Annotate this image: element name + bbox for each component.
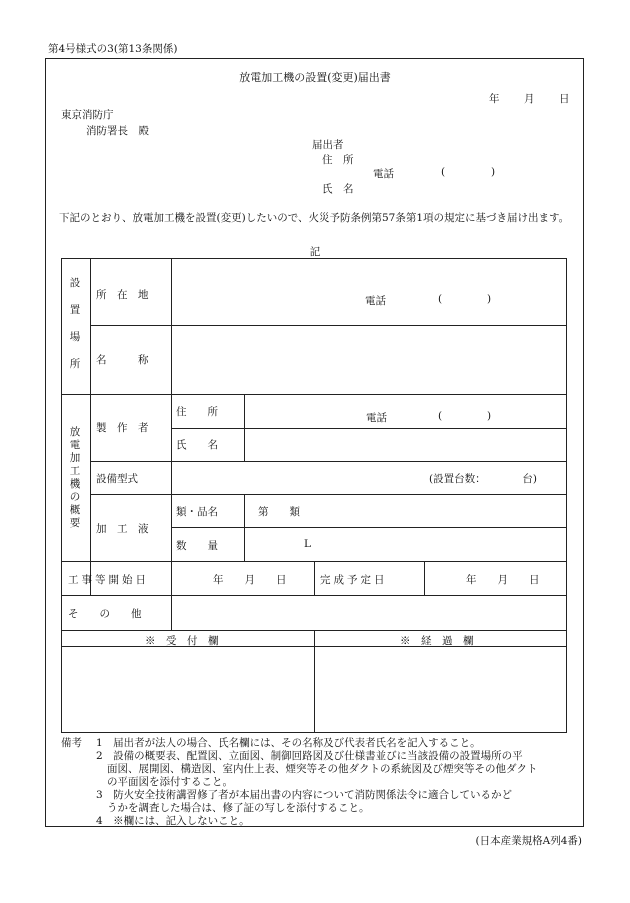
other-label: そ の 他 bbox=[68, 608, 142, 620]
location-group-label bbox=[68, 270, 82, 378]
fluid-kind-value: 第 類 bbox=[258, 506, 300, 518]
applicant-address-label: 住 所 bbox=[322, 154, 354, 166]
other-field[interactable] bbox=[172, 596, 566, 630]
overview-group-label bbox=[68, 426, 82, 530]
fluid-kind-label: 類・品名 bbox=[176, 506, 218, 518]
applicant-label: 届出者 bbox=[312, 139, 344, 151]
applicant-phone-paren-open: ( bbox=[441, 166, 446, 178]
notes-head: 備考 bbox=[61, 737, 82, 749]
maker-phone-paren-close: ) bbox=[487, 410, 492, 422]
applicant-name-label: 氏 名 bbox=[322, 183, 354, 195]
applicant-phone-paren-close: ) bbox=[491, 166, 496, 178]
ki-heading: 記 bbox=[309, 246, 321, 258]
start-date-value: 年 月 日 bbox=[213, 574, 287, 586]
fluid-qty-label: 数 量 bbox=[176, 540, 218, 552]
location-phone-label: 電話 bbox=[365, 295, 386, 307]
location-address-field[interactable] bbox=[172, 259, 566, 325]
note-3a: 3 防火安全技術講習修了者が本届出書の内容について消防関係法令に適合しているかど bbox=[96, 789, 512, 801]
maker-label: 製 作 者 bbox=[96, 422, 149, 434]
paper-standard: (日本産業規格A列4番) bbox=[475, 835, 582, 847]
overview-group-text: 放電加工機の概要 bbox=[69, 426, 81, 529]
addressee-office: 東京消防庁 bbox=[61, 109, 114, 121]
progress-label: ※ 経 過 欄 bbox=[400, 635, 474, 647]
location-phone-paren-open: ( bbox=[438, 293, 443, 305]
fluid-label: 加 工 液 bbox=[96, 523, 149, 535]
addressee-chief: 消防署長 殿 bbox=[86, 125, 149, 137]
maker-name-label: 氏 名 bbox=[176, 439, 218, 451]
maker-address-label: 住 所 bbox=[176, 406, 218, 418]
location-address-label: 所 在 地 bbox=[96, 289, 149, 301]
model-label: 設備型式 bbox=[96, 473, 138, 485]
note-1: 1 届出者が法人の場合、氏名欄には、その名称及び代表者氏名を記入すること。 bbox=[96, 737, 481, 749]
note-4: 4 ※欄には、記入しないこと。 bbox=[96, 815, 250, 827]
date-month-label: 月 bbox=[524, 93, 535, 105]
note-2c: の平面図を添付すること。 bbox=[107, 776, 233, 788]
date-year-label: 年 bbox=[489, 93, 500, 105]
location-name-field[interactable] bbox=[172, 326, 566, 394]
start-date-label: 工事等開始日 bbox=[68, 574, 149, 586]
date-day-label: 日 bbox=[559, 93, 570, 105]
location-group-text: 設置場所 bbox=[69, 277, 81, 370]
note-2a: 2 設備の概要表、配置図、立面図、制御回路図及び仕様書並びに当該設備の設置場所の平 bbox=[96, 750, 523, 762]
location-name-label: 名 称 bbox=[96, 354, 149, 366]
body-text: 下記のとおり、放電加工機を設置(変更)したいので、火災予防条例第57条第1項の規定に基づき届け出ます。 bbox=[59, 212, 570, 224]
document-title: 放電加工機の設置(変更)届出書 bbox=[239, 71, 391, 84]
maker-phone-paren-open: ( bbox=[438, 410, 443, 422]
location-phone-paren-close: ) bbox=[487, 293, 492, 305]
form-number: 第4号様式の3(第13条関係) bbox=[48, 43, 178, 55]
applicant-phone-label: 電話 bbox=[373, 168, 394, 180]
completion-date-label: 完成予定日 bbox=[320, 574, 388, 586]
unit-count-text: (設置台数： 台) bbox=[429, 473, 537, 485]
reception-label: ※ 受 付 欄 bbox=[145, 635, 219, 647]
note-2b: 面図、展開図、構造図、室内仕上表、煙突等その他ダクトの系統図及び煙突等その他ダクト bbox=[107, 763, 538, 775]
maker-phone-label: 電話 bbox=[366, 412, 387, 424]
note-3b: うかを調査した場合は、修了証の写しを添付すること。 bbox=[107, 802, 370, 814]
completion-date-value: 年 月 日 bbox=[466, 574, 540, 586]
fluid-qty-unit: L bbox=[304, 538, 311, 550]
